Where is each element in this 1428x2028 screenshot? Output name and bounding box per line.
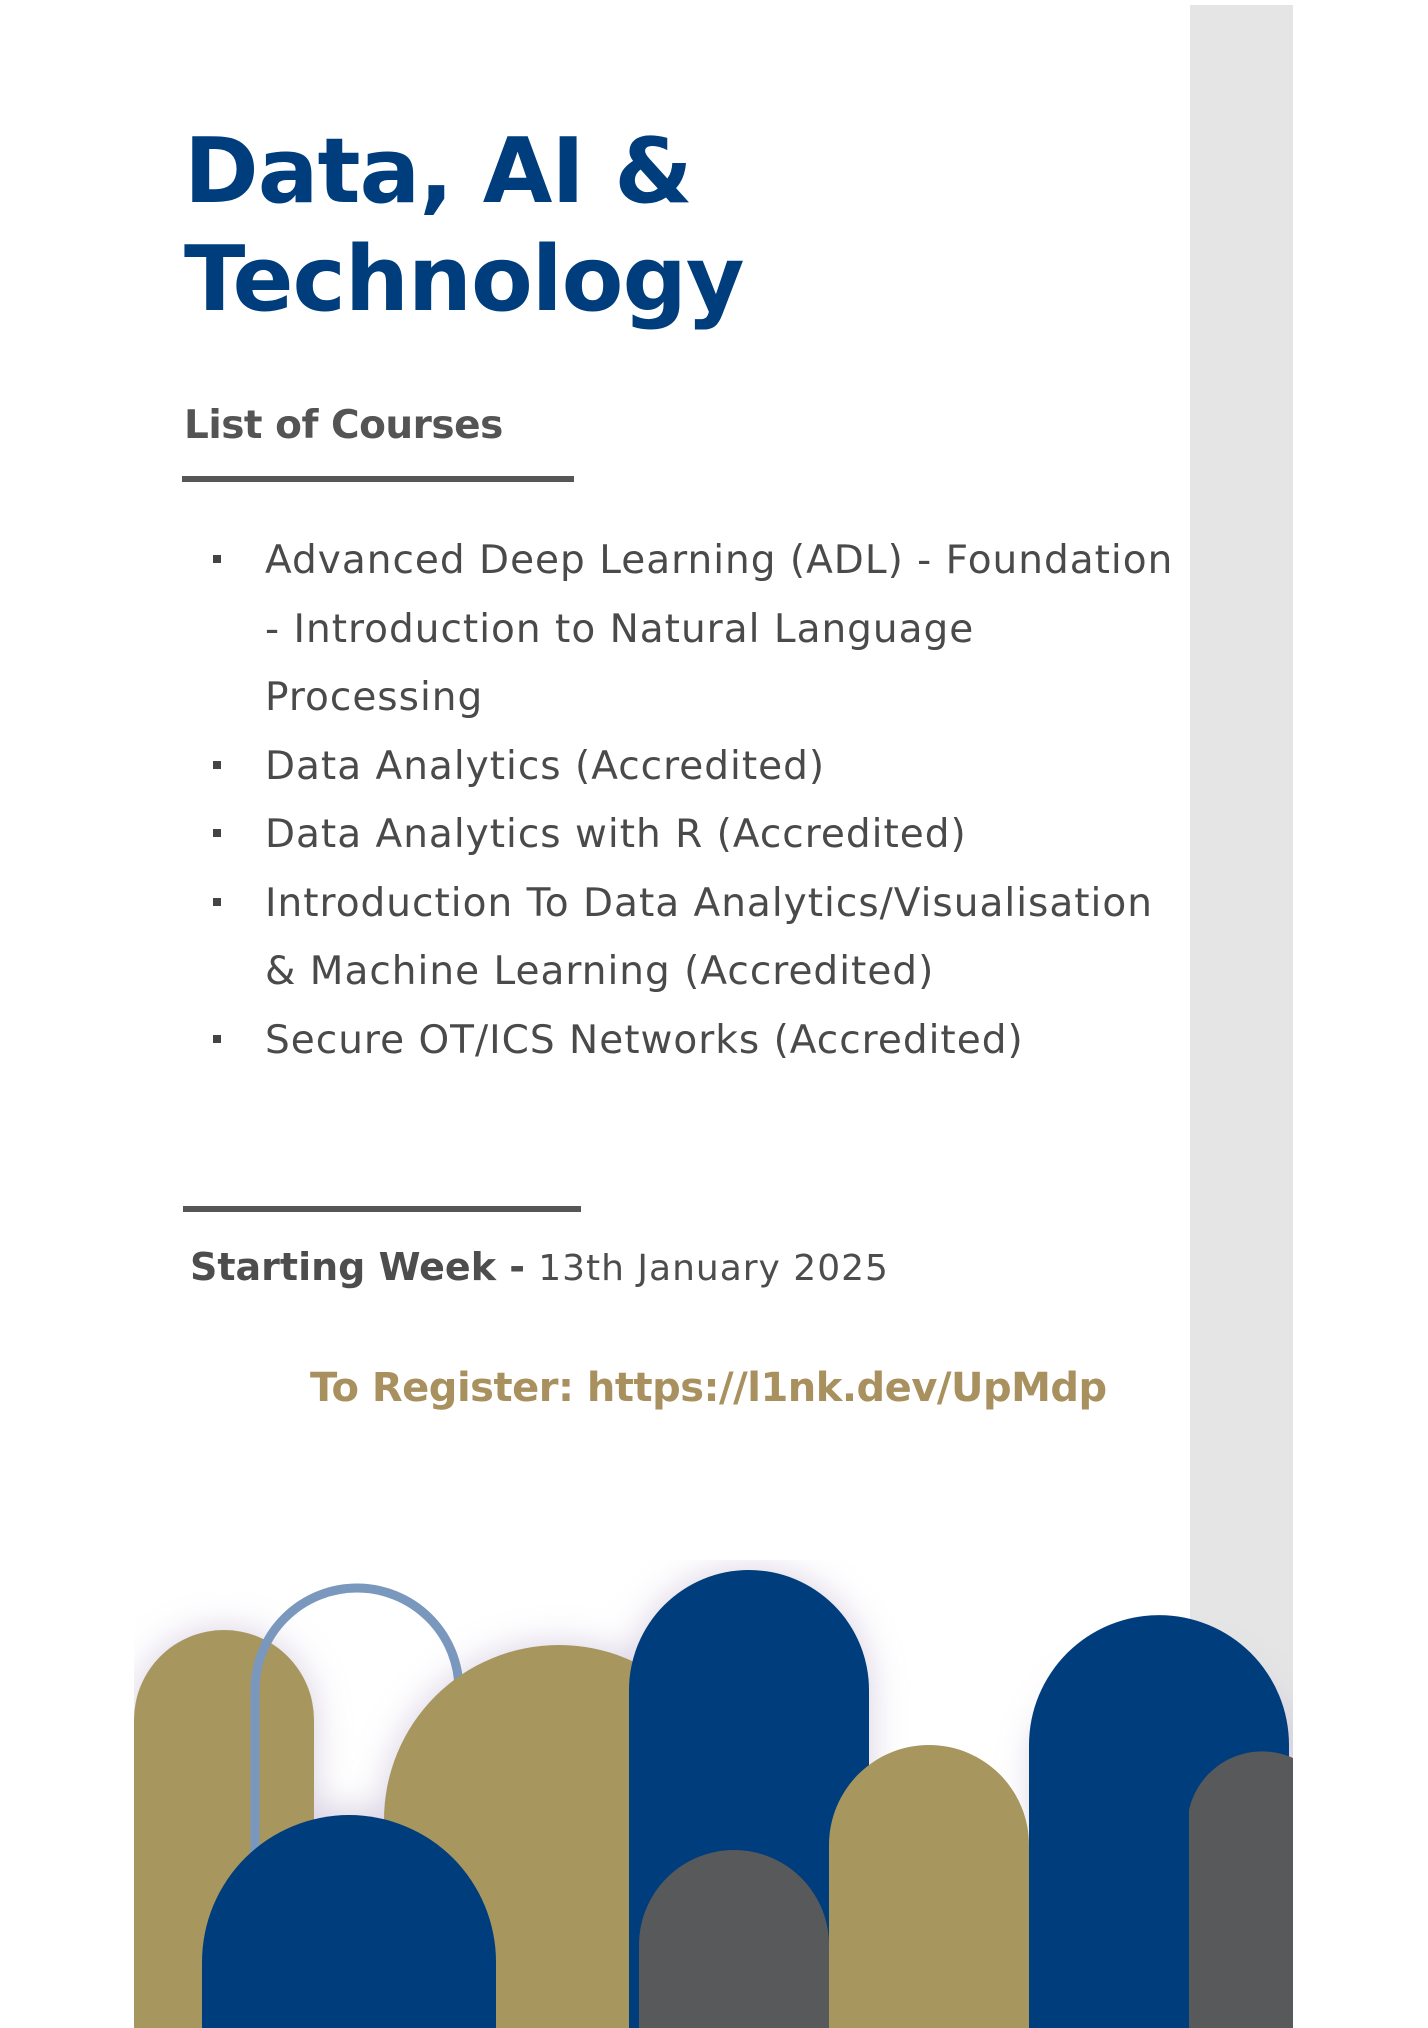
section-divider [183,1206,581,1212]
course-list [134,527,1174,1075]
starting-week [190,1245,889,1289]
square-bullet-icon [213,555,221,563]
heading-divider [182,476,574,482]
course-text: Data Analytics (Accredited) [265,743,826,789]
title-line-2: Technology [184,227,744,332]
course-item [134,733,1174,802]
title-line-1: Data, AI & [184,119,692,224]
course-item [134,527,1174,733]
list-heading: List of Courses [184,403,503,448]
square-bullet-icon [213,898,221,906]
course-text: Advanced Deep Learning (ADL) - Foundation - Introduction to Natural Language Processing [265,538,1174,720]
gray-arch-right [1189,1751,1293,2028]
course-text: Secure OT/ICS Networks (Accredited) [265,1017,1024,1063]
course-item [134,870,1174,1007]
decorative-arches [134,1560,1293,2028]
square-bullet-icon [213,1035,221,1043]
course-item [134,1007,1174,1076]
course-text: Introduction To Data Analytics/Visualisation & Machine Learning (Accredited) [265,880,1153,994]
gold-arch-right [829,1745,1029,2028]
course-text: Data Analytics with R (Accredited) [265,812,967,857]
square-bullet-icon [213,761,221,769]
register-link[interactable]: To Register: https://l1nk.dev/UpMdp [310,1365,1107,1411]
starting-week-date: 13th January 2025 [538,1248,889,1289]
flyer-page [134,0,1293,2028]
course-item [134,801,1174,870]
page-title [184,118,744,334]
starting-week-label: Starting Week - [190,1245,539,1289]
square-bullet-icon [213,829,221,837]
